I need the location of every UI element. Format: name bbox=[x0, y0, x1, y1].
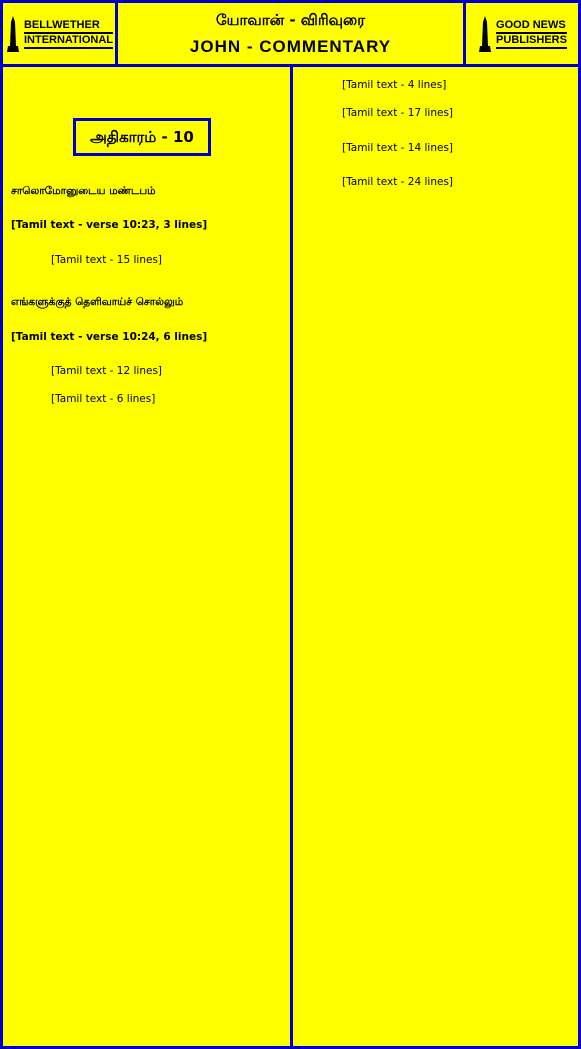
body-paragraph-3: [Tamil text - 6 lines] bbox=[51, 393, 156, 406]
left-column bbox=[11, 78, 281, 1038]
title-english: JOHN - COMMENTARY bbox=[189, 37, 392, 56]
good-news-logo bbox=[463, 3, 578, 64]
right-logo-line2: PUBLISHERS bbox=[496, 34, 567, 49]
right-column bbox=[302, 78, 568, 1038]
bellwether-logo bbox=[3, 3, 118, 64]
title-tamil: யோவான் - விரிவுரை bbox=[216, 11, 365, 29]
left-logo-line1: BELLWETHER bbox=[24, 19, 113, 34]
verse-quote-2: [Tamil text - verse 10:24, 6 lines] bbox=[11, 330, 208, 343]
body-paragraph-2: [Tamil text - 12 lines] bbox=[51, 365, 163, 378]
right-logo-line1: GOOD NEWS bbox=[496, 19, 567, 34]
right-paragraph-3: [Tamil text - 14 lines] bbox=[342, 141, 454, 154]
right-paragraph-2: [Tamil text - 17 lines] bbox=[342, 107, 454, 120]
chapter-label: அதிகாரம் - 10 bbox=[73, 118, 211, 156]
section-heading-2: எங்களுக்குத் தெளிவாய்ச் சொல்லும் bbox=[11, 296, 184, 309]
section-heading-1: சாலொமோனுடைய மண்டபம் bbox=[11, 185, 156, 197]
right-paragraph-4: [Tamil text - 24 lines] bbox=[342, 176, 454, 189]
column-divider bbox=[290, 67, 293, 1046]
left-logo-line2: INTERNATIONAL bbox=[24, 34, 113, 49]
page-title bbox=[121, 3, 460, 64]
bellwether-tower-icon bbox=[5, 16, 21, 52]
good-news-tower-icon bbox=[477, 16, 493, 52]
right-paragraph-1: [Tamil text - 4 lines] bbox=[342, 79, 447, 91]
header bbox=[3, 3, 578, 67]
verse-quote-1: [Tamil text - verse 10:23, 3 lines] bbox=[11, 219, 208, 232]
body-paragraph-1: [Tamil text - 15 lines] bbox=[51, 253, 163, 266]
